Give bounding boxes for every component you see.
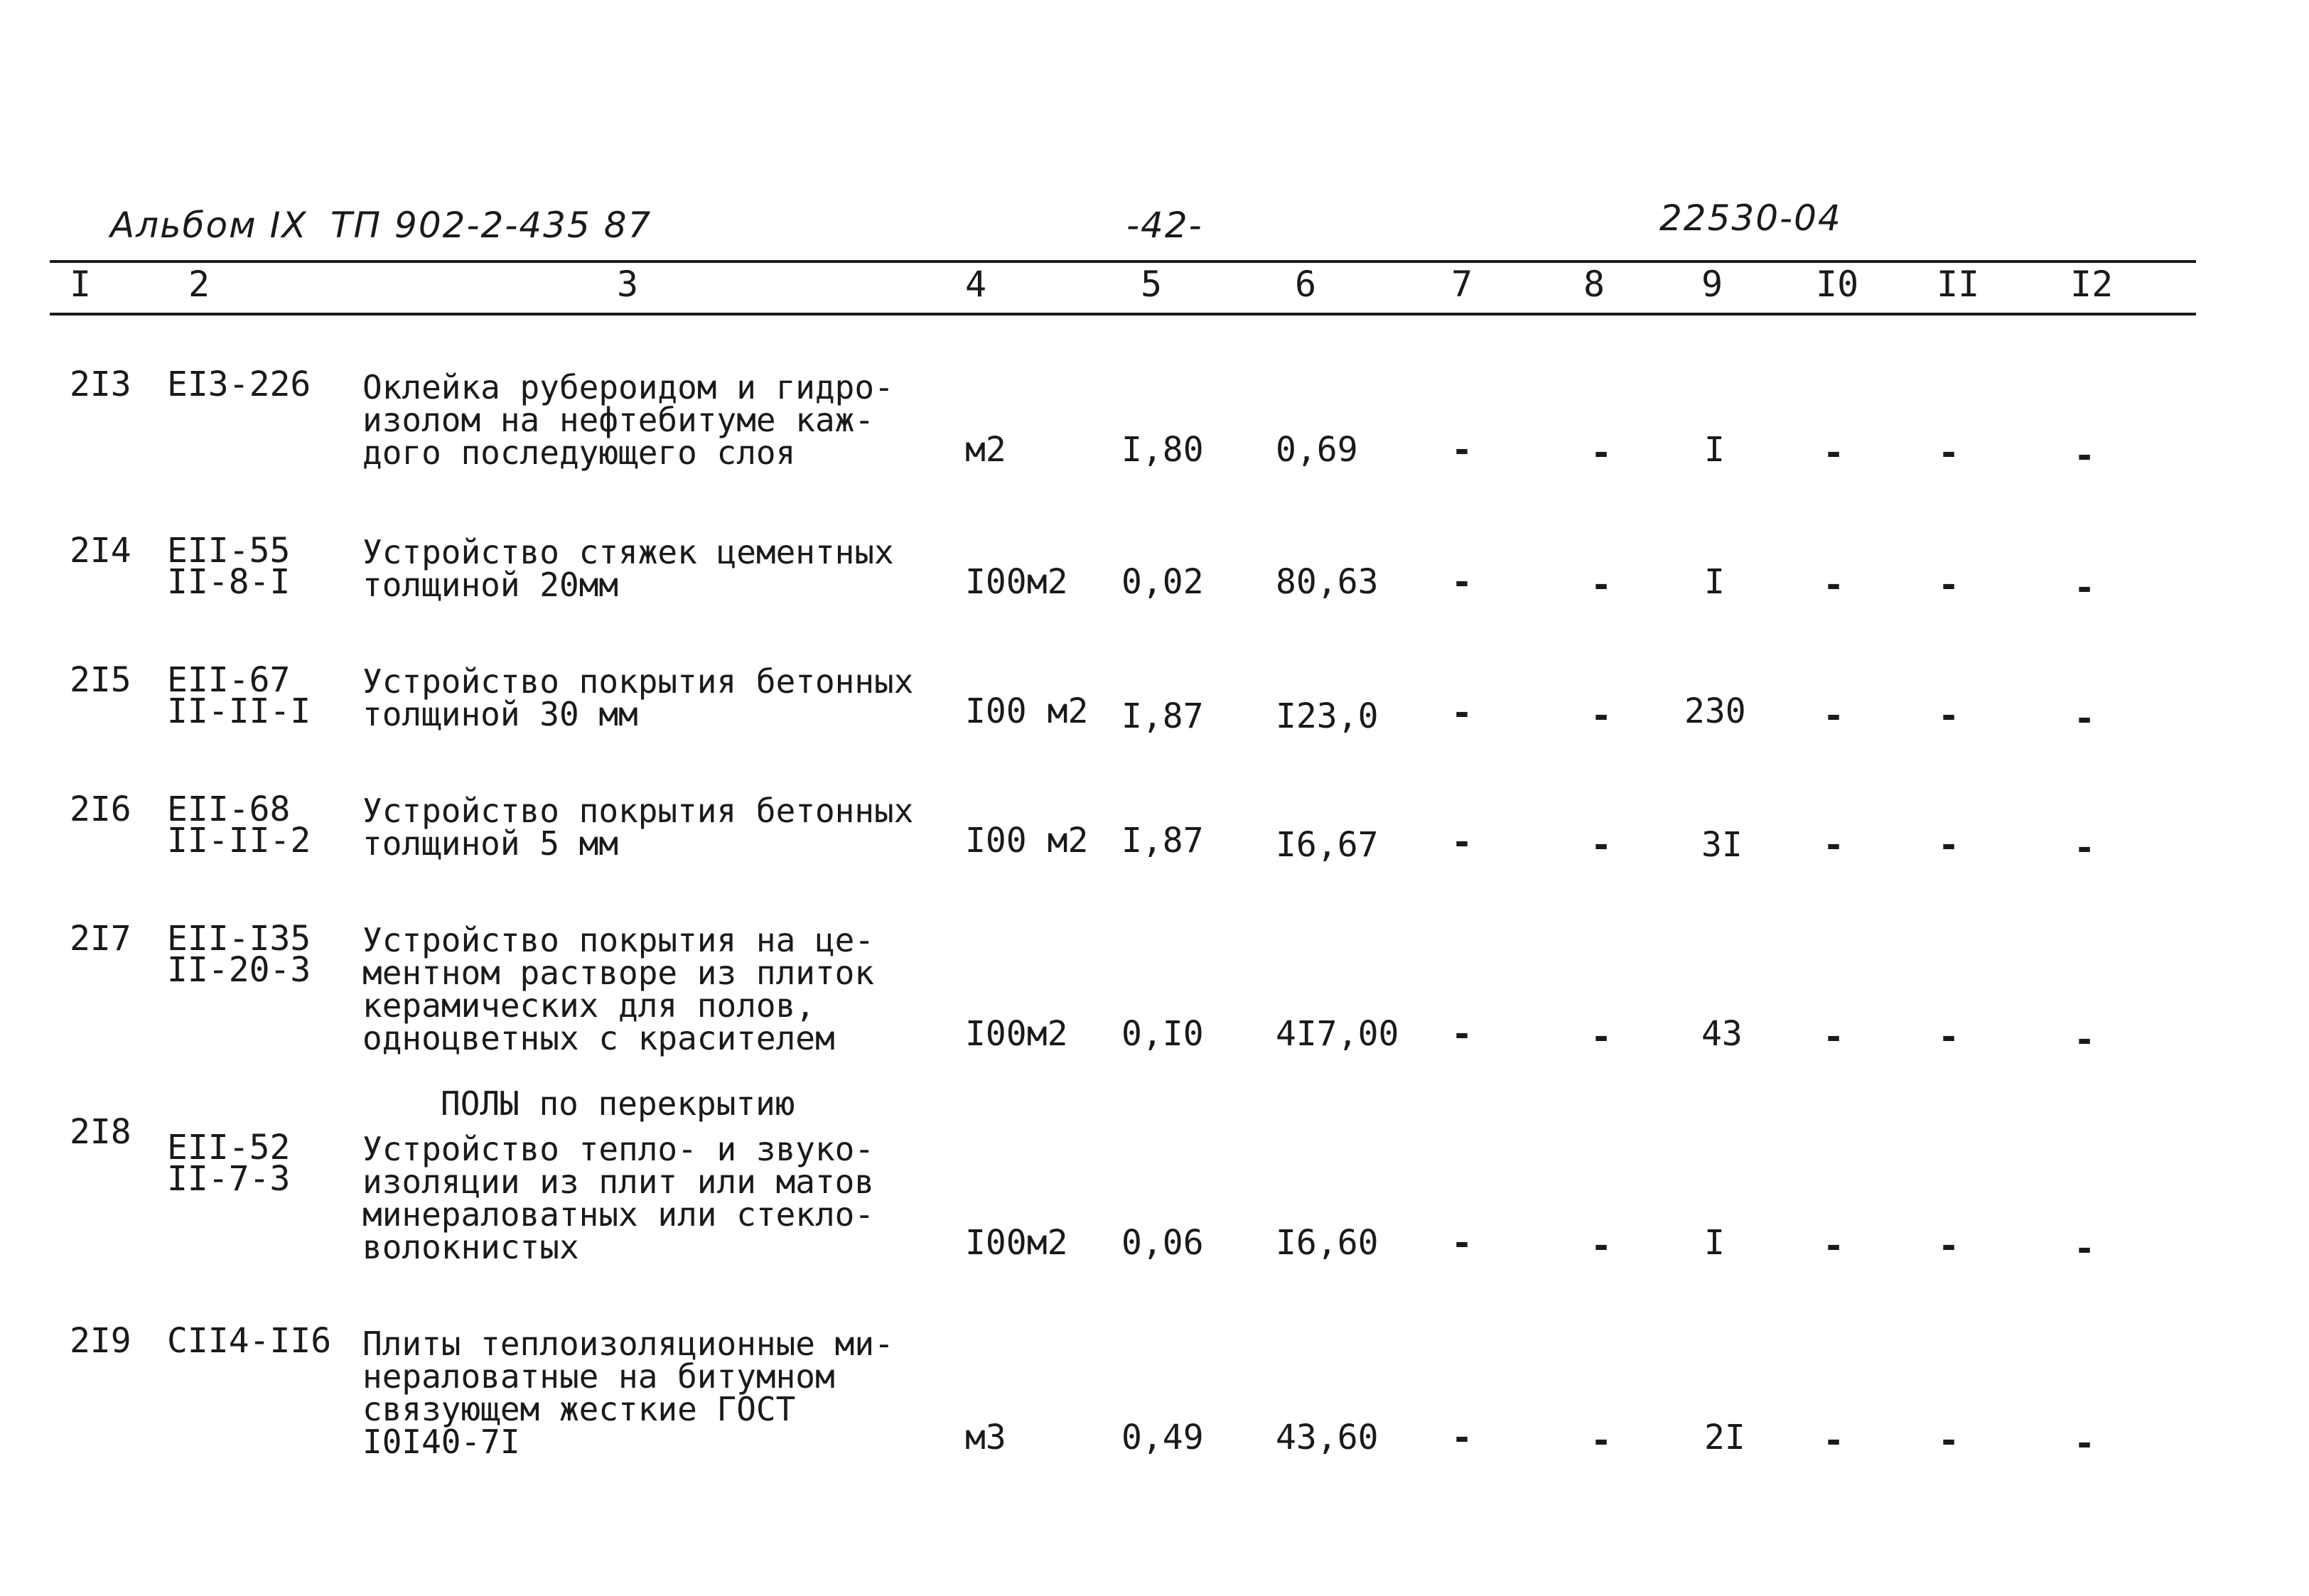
row-col7: - [1451,1013,1473,1055]
row-code-secondary: II-8-I [167,562,291,602]
row-code-secondary: II-II-I [167,691,311,731]
row-col11: - [1938,432,1960,473]
row-col12: - [2074,567,2096,608]
row-col7: - [1451,1417,1473,1458]
row-description: Устройство стяжек цементных толщиной 20мм [362,533,894,604]
project-number: ТП 902-2-435 87 [330,205,652,246]
row-code-secondary: II-II-2 [167,821,311,861]
row-col6: 4I7,00 [1276,1014,1399,1054]
row-col10: - [1823,1225,1845,1266]
row-number: 2I3 [70,365,131,404]
column-header-11: II [1937,264,1980,305]
row-code: EII-I35 [167,919,311,959]
row-unit: I00м2 [965,1223,1068,1263]
row-col10: - [1823,824,1845,866]
row-col11: - [1938,1016,1960,1057]
row-col9: 230 [1684,691,1746,731]
column-header-10: I0 [1816,264,1859,305]
row-col7: - [1451,1222,1473,1263]
row-code: EII-52 [167,1128,291,1168]
row-col8: - [1591,695,1613,736]
row-col6: I6,67 [1276,825,1379,865]
row-code-secondary: II-20-3 [167,950,311,990]
section-title: ПОЛЫ по перекрытию [441,1084,795,1123]
row-number: 2I5 [70,660,131,700]
row-description: Устройство покрытия бетонных толщиной 5 мм [362,792,914,863]
row-col9: 3I [1701,825,1743,865]
row-col11: - [1938,1225,1960,1266]
row-col11: - [1938,695,1960,736]
column-header-6: 6 [1295,264,1317,305]
row-unit: м3 [965,1418,1006,1457]
column-header-3: 3 [617,264,639,305]
row-col5: I,87 [1121,821,1204,861]
column-header-4: 4 [965,264,987,305]
row-col6: I23,0 [1276,696,1379,736]
row-col12: - [2074,827,2096,868]
row-col9: 2I [1704,1418,1745,1457]
row-unit: I00 м2 [965,691,1089,731]
document-code: 22530-04 [1659,198,1842,239]
row-code: EII-68 [167,789,291,829]
row-col11: - [1938,1420,1960,1461]
row-code: EII-67 [167,660,291,700]
row-col8: - [1591,1016,1613,1057]
row-col5: I,80 [1121,430,1204,470]
page-number: -42- [1126,205,1203,246]
row-col5: 0,06 [1121,1223,1204,1263]
row-description: Устройство покрытия бетонных толщиной 30 мм [362,662,914,733]
row-unit: м2 [965,430,1006,470]
row-number: 2I8 [70,1112,131,1152]
row-col6: 0,69 [1276,430,1358,470]
column-header-2: 2 [188,264,210,305]
row-code-secondary: II-7-3 [167,1159,291,1199]
row-number: 2I6 [70,789,131,829]
row-col9: 43 [1701,1014,1743,1054]
row-col9: I [1704,430,1725,470]
column-header-5: 5 [1141,264,1163,305]
row-col11: - [1938,564,1960,605]
row-col10: - [1823,695,1845,736]
row-col5: 0,I0 [1121,1014,1204,1054]
row-col8: - [1591,1420,1613,1461]
row-col10: - [1823,432,1845,473]
row-col12: - [2074,1423,2096,1464]
row-col12: - [2074,698,2096,739]
row-col7: - [1451,429,1473,470]
row-col8: - [1591,564,1613,605]
row-number: 2I7 [70,919,131,959]
row-col7: - [1451,821,1473,863]
table-top-rule [50,260,2196,263]
album-label: Альбом IX [110,205,308,246]
row-unit: I00м2 [965,562,1068,602]
row-description: Устройство тепло- и звуко- изоляции из плит или матов минераловатных или стекло- волокнистых [362,1130,875,1266]
row-number: 2I9 [70,1321,131,1361]
row-col7: - [1451,692,1473,733]
row-unit: I00м2 [965,1014,1068,1054]
row-col10: - [1823,564,1845,605]
row-col12: - [2074,1019,2096,1060]
table-header-rule [50,313,2196,316]
row-unit: I00 м2 [965,821,1089,861]
row-col5: 0,49 [1121,1418,1204,1457]
row-number: 2I4 [70,531,131,571]
column-header-1: I [70,264,92,305]
column-header-7: 7 [1451,264,1473,305]
row-col12: - [2074,1228,2096,1269]
row-col6: 43,60 [1276,1418,1379,1457]
column-header-12: I2 [2070,264,2114,305]
row-code: CII4-II6 [167,1321,332,1361]
row-col8: - [1591,1225,1613,1266]
row-col5: 0,02 [1121,562,1204,602]
row-col6: I6,60 [1276,1223,1379,1263]
row-col10: - [1823,1420,1845,1461]
row-description: Плиты теплоизоляционные ми- нераловатные на битумном связующем жесткие ГОСТ I0I40-7I [362,1325,894,1461]
row-col10: - [1823,1016,1845,1057]
row-col11: - [1938,824,1960,866]
row-col6: 80,63 [1276,562,1379,602]
row-code: EI3-226 [167,365,311,404]
row-col5: I,87 [1121,696,1204,736]
row-col7: - [1451,561,1473,603]
column-header-9: 9 [1701,264,1723,305]
row-col8: - [1591,432,1613,473]
row-code: EII-55 [167,531,291,571]
row-col12: - [2074,435,2096,476]
row-col9: I [1704,562,1725,602]
row-description: Оклейка рубероидом и гидро- изолом на нефтебитуме каж- дого последующего слоя [362,368,894,472]
column-header-8: 8 [1583,264,1605,305]
row-description: Устройство покрытия на це- ментном растворе из плиток керамических для полов, одноцветных с красителем [362,921,875,1057]
row-col9: I [1704,1223,1725,1263]
row-col8: - [1591,824,1613,866]
